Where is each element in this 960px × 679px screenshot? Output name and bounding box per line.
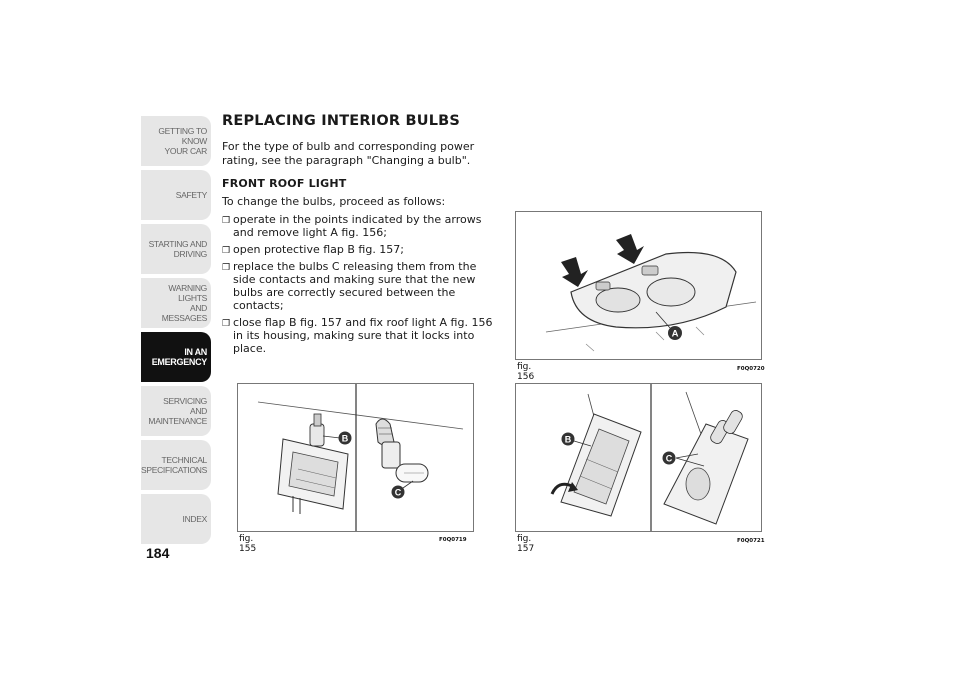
figure-code: F0Q0721 [737,538,765,544]
tab-servicing-and-maintenance[interactable] [141,386,211,436]
fig156-illustration [516,212,761,359]
callout-b-label: B [564,434,572,445]
figure-code: F0Q0720 [737,366,765,372]
step-text: operate in the points indicated by the arrows and remove light A fig. 156; [233,213,482,239]
figure-frame [515,211,762,360]
callout-c-label: C [394,487,402,498]
intro-paragraph: For the type of bulb and corresponding power rating, see the paragraph "Changing a bulb". [222,140,475,167]
tab-label: IN AN EMERGENCY [151,347,207,367]
list-item [222,243,502,256]
figure-code: F0Q0719 [439,537,467,543]
tab-label: WARNING LIGHTS AND MESSAGES [161,283,207,323]
figure-caption: fig. 156 [517,362,535,382]
tab-warning-lights[interactable] [141,278,211,328]
section-title: REPLACING INTERIOR BULBS [222,113,461,129]
tab-index[interactable] [141,494,211,544]
callout-a-label: A [671,328,679,340]
list-item [222,213,502,239]
step-text: close flap B fig. 157 and fix roof light A fig. 156 in its housing, making sure that it locks into place. [233,316,493,355]
tab-label: SERVICING AND MAINTENANCE [148,396,207,426]
step-text: replace the bulbs C releasing them from the side contacts and making sure that the new bulbs are correctly secured between the contacts; [233,260,477,312]
figure-caption: fig. 155 [239,534,257,554]
subheading: FRONT ROOF LIGHT [222,177,347,190]
arrow-marker [616,234,644,264]
arrow-marker [561,257,588,287]
tab-label: GETTING TO KNOW YOUR CAR [158,126,207,156]
figure-frame [237,383,474,532]
tab-label: INDEX [182,514,207,524]
steps-intro: To change the bulbs, proceed as follows: [222,195,446,208]
figure-caption: fig. 157 [517,534,535,554]
checkbox-bullet-icon: ❒ [222,319,231,329]
checkbox-bullet-icon: ❒ [222,263,231,273]
list-item [222,316,502,355]
checkbox-bullet-icon: ❒ [222,246,231,256]
tab-label: TECHNICAL SPECIFICATIONS [140,455,207,475]
checkbox-bullet-icon: ❒ [222,216,231,226]
step-text: open protective flap B fig. 157; [233,243,405,256]
tab-starting-and-driving[interactable] [141,224,211,274]
steps-list [222,213,502,355]
fig157-illustration [516,384,761,531]
tab-getting-to-know-your-car[interactable] [141,116,211,166]
callout-c-label: C [665,453,673,464]
tab-in-an-emergency[interactable] [141,332,211,382]
callout-b-label: B [341,433,349,444]
text-column [222,113,502,359]
list-item [222,260,502,312]
figure-frame [515,383,762,532]
tab-label: SAFETY [175,190,207,200]
tab-safety[interactable] [141,170,211,220]
tab-label: STARTING AND DRIVING [148,239,207,259]
page-number: 184 [146,545,170,561]
fig155-illustration [238,384,473,531]
tab-technical-specifications[interactable] [141,440,211,490]
